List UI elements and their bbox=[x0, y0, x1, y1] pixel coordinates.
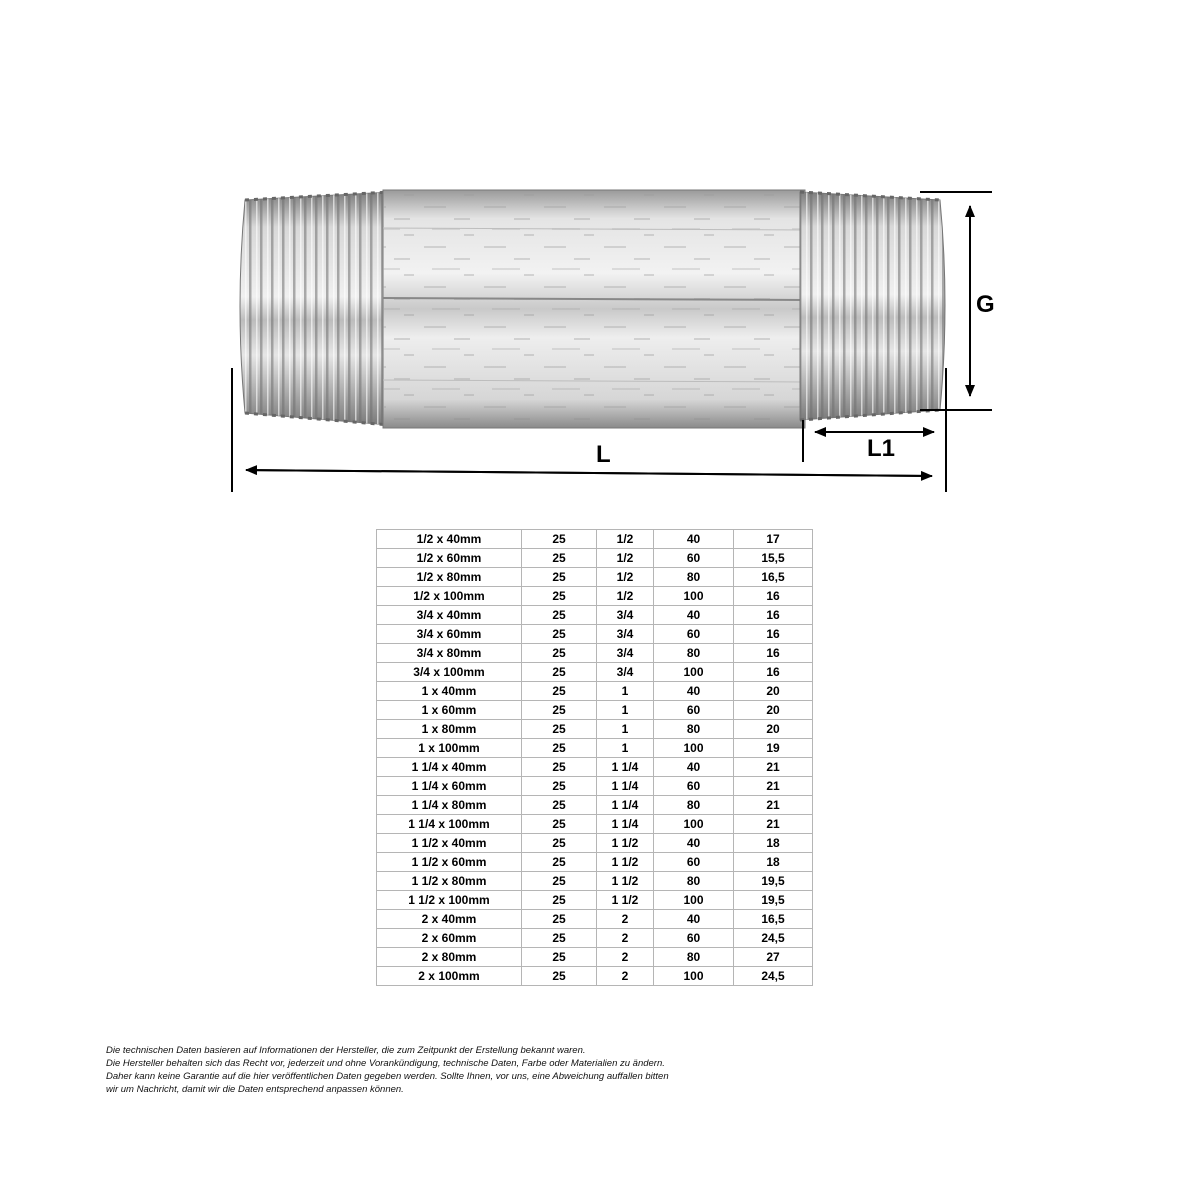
table-cell: 25 bbox=[522, 872, 597, 891]
table-cell: 1 x 40mm bbox=[377, 682, 522, 701]
table-row bbox=[377, 644, 813, 663]
table-cell: 21 bbox=[734, 796, 813, 815]
table-cell: 3/4 x 80mm bbox=[377, 644, 522, 663]
left-thread bbox=[240, 192, 390, 425]
table-cell: 1 1/2 x 80mm bbox=[377, 872, 522, 891]
table-row bbox=[377, 967, 813, 986]
table-cell: 21 bbox=[734, 815, 813, 834]
table-row bbox=[377, 796, 813, 815]
table-cell: 18 bbox=[734, 834, 813, 853]
table-cell: 3/4 x 60mm bbox=[377, 625, 522, 644]
table-cell: 1 1/4 bbox=[597, 777, 654, 796]
table-cell: 25 bbox=[522, 891, 597, 910]
table-cell: 25 bbox=[522, 625, 597, 644]
table-cell: 2 bbox=[597, 929, 654, 948]
table-row bbox=[377, 568, 813, 587]
table-cell: 100 bbox=[654, 739, 734, 758]
table-row bbox=[377, 910, 813, 929]
table-cell: 100 bbox=[654, 967, 734, 986]
table-row bbox=[377, 948, 813, 967]
table-cell: 20 bbox=[734, 720, 813, 739]
table-cell: 25 bbox=[522, 644, 597, 663]
table-cell: 40 bbox=[654, 682, 734, 701]
table-row bbox=[377, 606, 813, 625]
table-row bbox=[377, 682, 813, 701]
table-cell: 16 bbox=[734, 587, 813, 606]
table-cell: 1 1/4 x 60mm bbox=[377, 777, 522, 796]
table-cell: 3/4 x 40mm bbox=[377, 606, 522, 625]
table-cell: 60 bbox=[654, 701, 734, 720]
disclaimer-line: Daher kann keine Garantie auf die hier veröffentlichen Daten gegeben werden. Sollte Ihnen, vor uns, eine Abweichung auffallen bitten bbox=[106, 1071, 669, 1082]
dimension-table bbox=[376, 529, 813, 986]
pipe-nipple-diagram bbox=[0, 0, 1200, 520]
table-cell: 1 1/2 x 40mm bbox=[377, 834, 522, 853]
disclaimer-line: Die Hersteller behalten sich das Recht vor, jederzeit und ohne Vorankündigung, technische Daten, Farbe oder Materialien zu ändern. bbox=[106, 1058, 665, 1069]
table-cell: 1 x 80mm bbox=[377, 720, 522, 739]
table-cell: 1/2 x 100mm bbox=[377, 587, 522, 606]
table-cell: 25 bbox=[522, 587, 597, 606]
table-cell: 60 bbox=[654, 777, 734, 796]
table-cell: 40 bbox=[654, 606, 734, 625]
table-cell: 3/4 bbox=[597, 663, 654, 682]
table-cell: 25 bbox=[522, 796, 597, 815]
table-row bbox=[377, 625, 813, 644]
table-cell: 1 1/2 bbox=[597, 891, 654, 910]
table-row bbox=[377, 758, 813, 777]
table-cell: 2 bbox=[597, 910, 654, 929]
table-cell: 25 bbox=[522, 815, 597, 834]
table-row bbox=[377, 549, 813, 568]
table-cell: 25 bbox=[522, 530, 597, 549]
table-row bbox=[377, 739, 813, 758]
table-cell: 1 1/2 bbox=[597, 853, 654, 872]
table-cell: 25 bbox=[522, 948, 597, 967]
table-cell: 1/2 bbox=[597, 549, 654, 568]
table-cell: 40 bbox=[654, 910, 734, 929]
table-cell: 25 bbox=[522, 606, 597, 625]
table-cell: 100 bbox=[654, 891, 734, 910]
table-cell: 1 x 60mm bbox=[377, 701, 522, 720]
table-cell: 25 bbox=[522, 682, 597, 701]
table-cell: 40 bbox=[654, 530, 734, 549]
table-cell: 1/2 bbox=[597, 587, 654, 606]
table-cell: 25 bbox=[522, 777, 597, 796]
table-cell: 25 bbox=[522, 720, 597, 739]
table-cell: 1/2 bbox=[597, 530, 654, 549]
table-cell: 25 bbox=[522, 739, 597, 758]
table-cell: 1/2 x 80mm bbox=[377, 568, 522, 587]
table-cell: 1 1/2 bbox=[597, 834, 654, 853]
table-cell: 20 bbox=[734, 682, 813, 701]
table-cell: 24,5 bbox=[734, 967, 813, 986]
table-cell: 25 bbox=[522, 929, 597, 948]
table-cell: 21 bbox=[734, 777, 813, 796]
table-cell: 16,5 bbox=[734, 568, 813, 587]
table-cell: 16 bbox=[734, 606, 813, 625]
dimension-table-body bbox=[377, 530, 813, 986]
table-row bbox=[377, 853, 813, 872]
table-cell: 100 bbox=[654, 815, 734, 834]
table-cell: 25 bbox=[522, 834, 597, 853]
table-cell: 1 bbox=[597, 739, 654, 758]
table-cell: 1 x 100mm bbox=[377, 739, 522, 758]
table-row bbox=[377, 530, 813, 549]
disclaimer-line: Die technischen Daten basieren auf Informationen der Hersteller, die zum Zeitpunkt der Erstellung bekannt waren. bbox=[106, 1045, 586, 1056]
table-cell: 80 bbox=[654, 720, 734, 739]
table-cell: 100 bbox=[654, 663, 734, 682]
table-cell: 25 bbox=[522, 853, 597, 872]
table-cell: 25 bbox=[522, 549, 597, 568]
table-cell: 1 1/4 bbox=[597, 796, 654, 815]
table-cell: 18 bbox=[734, 853, 813, 872]
disclaimer-line: wir um Nachricht, damit wir die Daten entsprechend anpassen können. bbox=[106, 1084, 404, 1095]
thread-size-label: G bbox=[976, 291, 995, 318]
table-row bbox=[377, 834, 813, 853]
table-cell: 2 bbox=[597, 967, 654, 986]
table-cell: 25 bbox=[522, 568, 597, 587]
table-cell: 25 bbox=[522, 910, 597, 929]
table-cell: 80 bbox=[654, 796, 734, 815]
hex-body bbox=[383, 190, 805, 428]
table-cell: 1 1/2 x 100mm bbox=[377, 891, 522, 910]
table-cell: 1 1/4 bbox=[597, 815, 654, 834]
table-cell: 19,5 bbox=[734, 872, 813, 891]
table-cell: 20 bbox=[734, 701, 813, 720]
length-arrow bbox=[246, 470, 932, 476]
table-cell: 1/2 x 60mm bbox=[377, 549, 522, 568]
table-cell: 40 bbox=[654, 758, 734, 777]
table-cell: 17 bbox=[734, 530, 813, 549]
table-row bbox=[377, 701, 813, 720]
table-cell: 40 bbox=[654, 834, 734, 853]
table-cell: 1 bbox=[597, 720, 654, 739]
table-cell: 2 x 60mm bbox=[377, 929, 522, 948]
length-label: L bbox=[596, 441, 611, 468]
table-cell: 80 bbox=[654, 948, 734, 967]
table-cell: 24,5 bbox=[734, 929, 813, 948]
table-cell: 19 bbox=[734, 739, 813, 758]
table-cell: 60 bbox=[654, 853, 734, 872]
table-cell: 27 bbox=[734, 948, 813, 967]
table-cell: 1 1/4 x 80mm bbox=[377, 796, 522, 815]
table-cell: 3/4 x 100mm bbox=[377, 663, 522, 682]
table-cell: 1 1/2 bbox=[597, 872, 654, 891]
table-cell: 25 bbox=[522, 967, 597, 986]
table-cell: 3/4 bbox=[597, 644, 654, 663]
table-cell: 15,5 bbox=[734, 549, 813, 568]
thread-length-label: L1 bbox=[867, 435, 896, 462]
table-cell: 1/2 bbox=[597, 568, 654, 587]
table-cell: 2 x 80mm bbox=[377, 948, 522, 967]
table-cell: 60 bbox=[654, 625, 734, 644]
table-cell: 1 1/4 x 40mm bbox=[377, 758, 522, 777]
table-cell: 1 bbox=[597, 682, 654, 701]
table-cell: 2 x 100mm bbox=[377, 967, 522, 986]
table-row bbox=[377, 929, 813, 948]
table-cell: 21 bbox=[734, 758, 813, 777]
table-cell: 25 bbox=[522, 701, 597, 720]
table-cell: 16 bbox=[734, 625, 813, 644]
disclaimer bbox=[106, 1044, 806, 1096]
table-cell: 3/4 bbox=[597, 606, 654, 625]
table-row bbox=[377, 872, 813, 891]
table-cell: 60 bbox=[654, 929, 734, 948]
right-thread bbox=[800, 192, 945, 420]
table-cell: 25 bbox=[522, 663, 597, 682]
table-row bbox=[377, 891, 813, 910]
table-cell: 1 1/4 x 100mm bbox=[377, 815, 522, 834]
table-cell: 60 bbox=[654, 549, 734, 568]
table-cell: 3/4 bbox=[597, 625, 654, 644]
table-cell: 1 bbox=[597, 701, 654, 720]
table-cell: 100 bbox=[654, 587, 734, 606]
table-row bbox=[377, 720, 813, 739]
table-cell: 80 bbox=[654, 644, 734, 663]
table-cell: 1 1/4 bbox=[597, 758, 654, 777]
table-row bbox=[377, 777, 813, 796]
table-cell: 1/2 x 40mm bbox=[377, 530, 522, 549]
table-cell: 16 bbox=[734, 663, 813, 682]
table-cell: 2 bbox=[597, 948, 654, 967]
table-row bbox=[377, 815, 813, 834]
table-cell: 16 bbox=[734, 644, 813, 663]
table-cell: 16,5 bbox=[734, 910, 813, 929]
table-cell: 25 bbox=[522, 758, 597, 777]
table-cell: 2 x 40mm bbox=[377, 910, 522, 929]
table-cell: 1 1/2 x 60mm bbox=[377, 853, 522, 872]
table-cell: 80 bbox=[654, 568, 734, 587]
table-cell: 80 bbox=[654, 872, 734, 891]
table-row bbox=[377, 663, 813, 682]
table-row bbox=[377, 587, 813, 606]
table-cell: 19,5 bbox=[734, 891, 813, 910]
